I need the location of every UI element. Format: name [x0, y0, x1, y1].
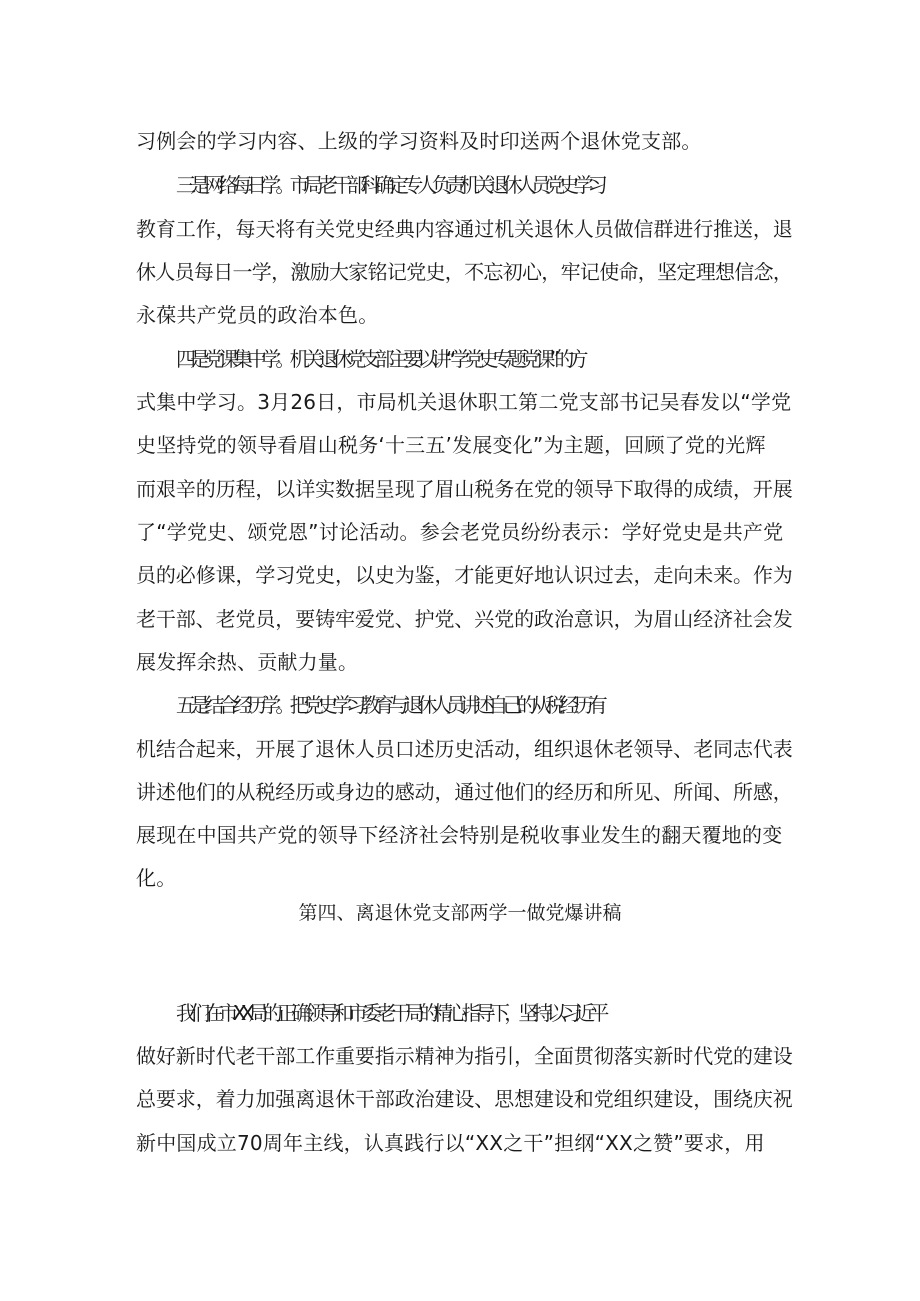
text-line: 做好新时代老干部工作重要指示精神为指引，全面贯彻落实新时代党的建设	[136, 1044, 793, 1068]
text-line: 三是网络每日学。市局老干部科确定专人负责机关退休人员党史学习	[176, 173, 602, 197]
text-line: 新中国成立70周年主线，认真践行以“XX之干”担纲“XX之赞”要求，用	[136, 1131, 765, 1155]
text-line: 四是党课集中学。机关退休党支部主要以讲“学党史专题党课”的方	[176, 347, 583, 371]
text-line: 了“学党史、颂党恩”讨论活动。参会老党员纷纷表示：学好党史是共产党	[136, 520, 784, 544]
text-line: 习例会的学习内容、上级的学习资料及时印送两个退休党支部。	[136, 129, 702, 153]
section-heading: 第四、离退休党支部两学一做党爆讲稿	[298, 902, 622, 924]
text-line: 休人员每日一学，激励大家铭记党史，不忘初心，牢记使命，坚定理想信念，	[136, 260, 793, 284]
text-line: 而艰辛的历程，以详实数据呈现了眉山税务在党的领导下取得的成绩，开展	[136, 477, 793, 501]
text-line: 展发挥余热、贡献力量。	[136, 650, 359, 674]
text-line: 我们在市XX局的正确领导和市委老干局的精心指导下，坚持以习近平	[176, 1001, 604, 1025]
text-line: 永葆共产党员的政治本色。	[136, 303, 379, 327]
text-line: 讲述他们的从税经历或身边的感动，通过他们的经历和所见、所闻、所感，	[136, 780, 793, 804]
text-line: 化。	[136, 866, 177, 890]
text-line: 总要求，着力加强离退休干部政治建设、思想建设和党组织建设，围绕庆祝	[136, 1087, 793, 1111]
text-line: 机结合起来，开展了退休人员口述历史活动，组织退休老领导、老同志代表	[136, 737, 793, 761]
text-line: 员的必修课，学习党史，以史为鉴，才能更好地认识过去，走向未来。作为	[136, 563, 793, 587]
text-line: 展现在中国共产党的领导下经济社会特别是税收事业发生的翻天覆地的变	[136, 823, 783, 847]
text-line: 五是结合经历学。把党史学习教育与退休人员讲述自己的从税经历有	[176, 693, 602, 717]
text-line: 教育工作，每天将有关党史经典内容通过机关退休人员做信群进行推送，退	[136, 217, 793, 241]
text-line: 式集中学习。3月26日，市局机关退休职工第二党支部书记吴春发以“学党	[136, 390, 792, 414]
text-line: 老干部、老党员，要铸牢爱党、护党、兴党的政治意识，为眉山经济社会发	[136, 607, 793, 631]
text-line: 史坚持党的领导看眉山税务‘十三五’发展变化”为主题，回顾了党的光辉	[136, 433, 766, 457]
